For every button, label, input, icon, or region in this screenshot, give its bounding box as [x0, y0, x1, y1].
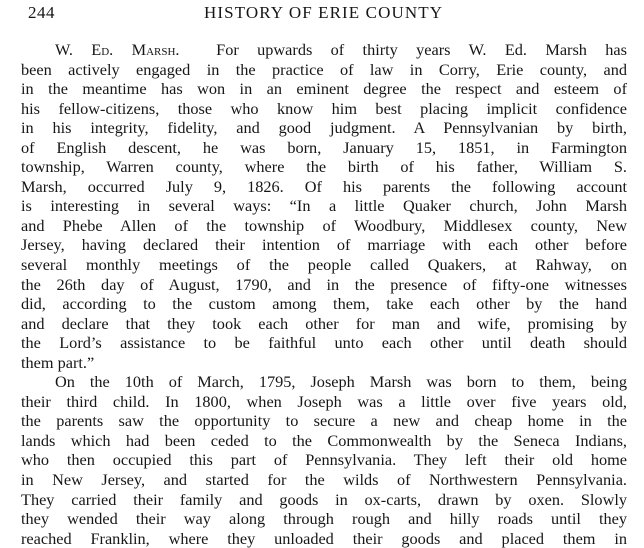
page-number: 244	[28, 3, 55, 22]
paragraph-2-line: They carried their family and goods in ox-carts, drawn by oxen. Slowly	[21, 489, 627, 509]
paragraph-2-line: the parents saw the opportunity to secure a new and cheap home in the	[21, 411, 627, 431]
paragraph-1-line: the Lord’s assistance to be faithful unto each other until death should	[21, 333, 627, 353]
paragraph-1-line: is interesting in several ways: “In a little Quaker church, John Marsh	[21, 196, 627, 216]
body-text	[21, 40, 627, 548]
paragraph-1-line: did, according to the custom among them, take each other by the hand	[21, 294, 627, 314]
paragraph-1-line: Jersey, having declared their intention of marriage with each other before	[21, 235, 627, 255]
paragraph-1-line-1	[21, 40, 627, 60]
biography-subject-name: W. Ed. Marsh.	[55, 40, 180, 59]
paragraph-2-line: On the 10th of March, 1795, Joseph Marsh was born to them, being	[55, 372, 627, 392]
paragraph-1-line: them part.”	[21, 352, 95, 372]
paragraph-1-line: and Phebe Allen of the township of Woodbury, Middlesex county, New	[21, 215, 627, 235]
page-header	[0, 3, 644, 27]
paragraph-2-line: in New Jersey, and started for the wilds of Northwestern Pennsylvania.	[21, 470, 627, 490]
paragraph-2-line: they wended their way along through rough and hilly roads until they	[21, 509, 627, 529]
paragraph-2-line: who then occupied this part of Pennsylvania. They left their old home	[21, 450, 627, 470]
paragraph-1-line: his fellow-citizens, those who know him best placing implicit confidence	[21, 98, 627, 118]
paragraph-1-line: the 26th day of August, 1790, and in the presence of fifty-one witnesses	[21, 274, 627, 294]
paragraph-1-line-1-text: For upwards of thirty years W. Ed. Marsh has	[216, 40, 627, 59]
paragraph-1-line: been actively engaged in the practice of law in Corry, Erie county, and	[21, 59, 627, 79]
paragraph-1-line: and declare that they took each other for man and wife, promising by	[21, 313, 627, 333]
paragraph-2-line: lands which had been ceded to the Commonwealth by the Seneca Indians,	[21, 430, 627, 450]
paragraph-2-line: their third child. In 1800, when Joseph was a little over five years old,	[21, 391, 627, 411]
paragraph-2-line: reached Franklin, where they unloaded their goods and placed them in	[21, 528, 627, 548]
paragraph-1-line: in the meantime has won in an eminent degree the respect and esteem of	[21, 79, 627, 99]
paragraph-1-line: in his integrity, fidelity, and good judgment. A Pennsylvanian by birth,	[21, 118, 627, 138]
paragraph-1-line: of English descent, he was born, January 15, 1851, in Farmington	[21, 137, 627, 157]
paragraph-1-line: several monthly meetings of the people called Quakers, at Rahway, on	[21, 255, 627, 275]
paragraph-1-line: Marsh, occurred July 9, 1826. Of his parents the following account	[21, 176, 627, 196]
paragraph-1-line: township, Warren county, where the birth of his father, William S.	[21, 157, 627, 177]
running-title: HISTORY OF ERIE COUNTY	[204, 3, 444, 22]
